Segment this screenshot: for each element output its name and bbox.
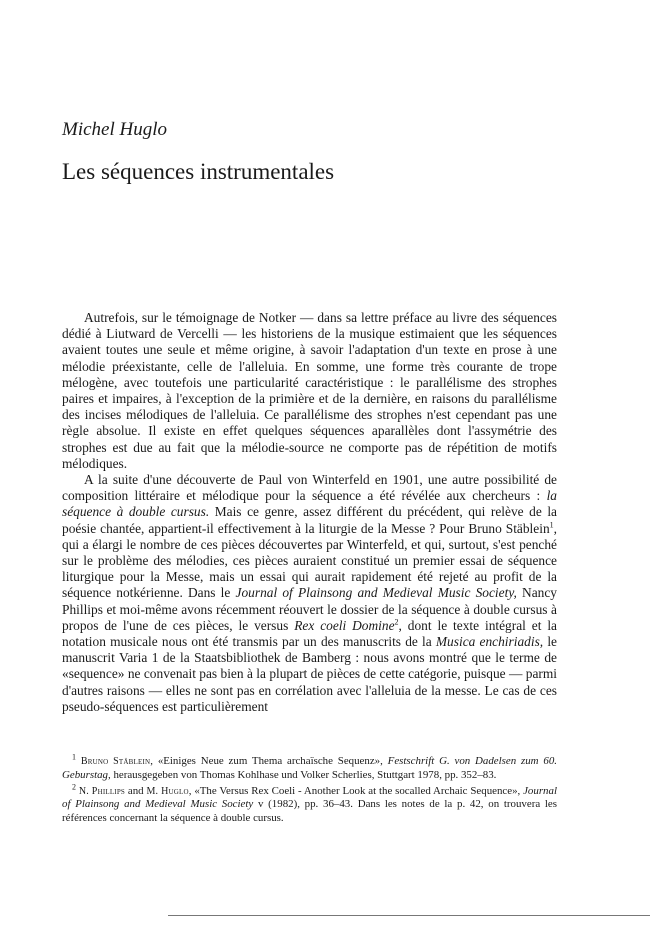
footnote-2-italic: Journal of Plainsong and Medieval Music Society [62,784,557,811]
footnote-2-text-a: , «The Versus Rex Coeli - Another Look at the socalled Archaic Sequence», [188,784,524,797]
p2-text-j: le manuscrit Varia 1 de la Staatsbibliothek de Bamberg : nous avons montré que le terme de «sequence» ne convenait pas bien à la plupart de pièces de cette catégorie, puisque — parmi d'autres raisons — elles ne sont pas en corrélation avec l'alleluia de la messe. Le cas de ces pseudo-séquences est particulièrement [62,634,557,714]
article-body [62,310,557,715]
author-name: Michel Huglo [62,119,168,140]
footnote-2-author-2: M. Huglo [146,785,189,797]
paragraph-1: Autrefois, sur le témoignage de Notker — dans sa lettre préface au livre des séquences dédié à Liutward de Vercelli — les historiens de la musique estimaient que les séquences avaient toutes une seule et même origine, à savoir l'adaptation d'un texte en prose à une mélodie préexistante, celle de l'alleluia. En somme, une forme très courante de trope mélogène, avec toutefois une particularité caractéristique : le parallélisme des strophes paires et impaires, à l'exception de la primière et de la dernière, en raisons du parallélisme des incises mélodiques de l'alleluia. Ce parallélisme des strophes n'est cependant pas une règle absolue. Il existe en effet quelques séquences aparallèles dont l'assymétrie des strophes est due au fait que la mélodie-source ne comporte pas de répétition de motifs mélodiques. [62,310,557,471]
footnote-2-author-1: N. Phillips [78,785,126,797]
p2-text-a: A la suite d'une découverte de Paul von Winterfeld en 1901, une autre possibilité de composition littéraire et mélodique pour la séquence a été révélée aux chercheurs : [62,472,557,504]
article-title: Les séquences instrumentales [62,159,335,184]
footnote-1 [62,752,557,783]
footnote-ref-2: 2 [394,617,399,627]
footnote-1-text-a: , «Einiges Neue zum Thema archaïsche Sequenz», [150,755,388,767]
footnotes [62,752,557,828]
footnote-2-text-c: v (1982), pp. 36–43. Dans les notes de la p. 42, on trouvera les références concernant la séquence à double cursus. [62,798,557,825]
footnote-2 [62,781,557,826]
footnote-1-text-c: herausgegeben von Thomas Kohlhase und Volker Scherlies, Stuttgart 1978, pp. 352–83. [110,768,497,781]
p2-italic-rex-coeli: Rex coeli Domine [294,617,395,633]
footnote-ref-1: 1 [549,520,554,530]
bottom-rule [168,915,650,916]
p2-italic-journal: Journal of Plainsong and Medieval Music Society, [235,585,517,601]
footnote-1-italic: Festschrift G. von Dadelsen zum 60. Geburstag, [62,755,557,781]
p2-text-f: Nancy Phillips et moi-même avons récemment réouvert le dossier de la séquence à double cursus à propos de l'une de ces pièces, le versus [62,585,557,633]
footnote-1-number: 1 [72,752,76,762]
p2-italic-double-cursus: la séquence à double cursus. [62,488,557,520]
footnote-2-number: 2 [72,781,76,791]
p2-text-d: , qui a élargi le nombre de ces pièces découvertes par Winterfeld, et qui, surtout, s'est penché sur le problème des mélodies, ces pièces auraient constitué un premier essai de séquence liturgique pour la Messe, mais un essai qui aurait rapidement été rejeté au profit de la séquence notkérienne. Dans le [62,520,557,601]
paragraph-2 [62,472,557,715]
p2-italic-musica: Musica enchiriadis, [435,634,544,650]
footnote-1-author: Bruno Stäblein [80,756,151,767]
p2-text-c: Mais ce genre, assez différent du précédent, qui relève de la poésie chantée, appartient-il effectivement à la liturgie de la Messe ? Pour Bruno Stäblein [62,504,557,536]
footnote-2-and: and [125,784,147,797]
p2-text-h: , dont le texte intégral et la notation musicale nous ont été transmis par un des manuscrits de la [62,617,558,650]
